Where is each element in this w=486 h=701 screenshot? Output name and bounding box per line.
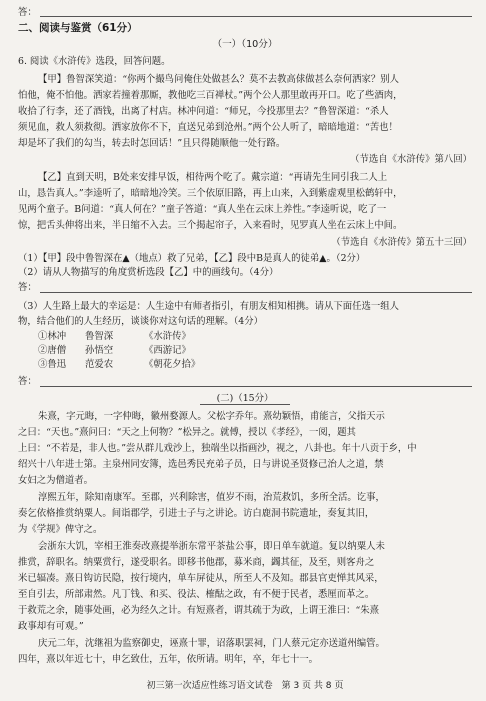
option-num: ②唐僧	[38, 345, 67, 356]
subsection-title-1: （一）（10分）	[212, 39, 278, 50]
passage-c-line: 推赏，辞职名。纳粟赏行，遂受职名。即移书他郡，募米商，蠲其征，及至，则客舟之	[18, 557, 375, 568]
question-6-1: （1）【甲】段中鲁智深在▲（地点）救了兄弟，【乙】段中B是真人的徒弟▲。（2分）	[18, 253, 366, 264]
answer-line-bottom	[40, 386, 472, 387]
passage-a-line: 【甲】鲁智深笑道：“你两个撮鸟问俺住处做甚么？莫不去教高俅做甚么奈何洒家？别人	[38, 74, 400, 85]
question-6-3-line: 物，结合他们的人生经历，谈谈你对这句话的理解。（4分）	[18, 316, 264, 327]
question-6-3-line: （3）人生路上最大的幸运是：人生途中有师者指引，有朋友相知相携。请从下面任选一组人	[18, 301, 399, 312]
option-1	[38, 330, 472, 343]
passage-b-line: 【乙】直到天明，B处来安排早饭，相待两个吃了。戴宗道：“再请先生同引我二人上	[38, 172, 388, 183]
option-2	[38, 344, 472, 357]
passage-a-line: 收拾了行李，还了酒钱，出离了村店。林冲问道：“师兄，今投那里去？”鲁智深道：“杀人	[18, 106, 389, 117]
option-book: 《朝花夕拾》	[143, 359, 201, 370]
option-book: 《西游记》	[143, 345, 191, 356]
question-6-2: （2）请从人物描写的角度赏析选段【乙】中的画线句。（4分）	[18, 267, 279, 278]
answer-label-top: 答：	[18, 7, 37, 18]
option-mentor: 孙悟空	[84, 345, 114, 356]
passage-c-line: 淳熙五年，除知南康军。至郡，兴利除害，值岁不雨，治荒救饥，多所全活。讫事，	[38, 492, 385, 503]
option-mentor: 鲁智深	[84, 331, 114, 342]
passage-c-line: 奏乞依格推赏纳粟人。间诣郡学，引进士子与之讲论。访白鹿洞书院遗址，奏复其旧，	[18, 508, 375, 519]
answer-label-bottom: 答：	[18, 376, 37, 387]
passage-a-line: 怕他，俺不怕他。洒家若撞着那厮，教他吃三百禅杖。”两个公人那里敢再开口。吃了些酒肉，	[18, 90, 403, 101]
passage-b-line: 山，恳告真人。”李逵听了，暗暗地冷笑。三个依原旧路，再上山来，入到紫虚观里松鹤轩中，	[18, 188, 403, 199]
passage-c-line: 于救荒之余，随事处画，必为经久之计。有短熹者，谓其疏于为政，上谓王淮曰：“朱熹	[18, 605, 380, 616]
passage-c-line: 四年，熹以年近七十，申乞致仕，五年，依所请。明年，卒，年七十一。	[18, 654, 319, 665]
passage-b-source: （节选自《水浒传》第五十三回）	[331, 237, 472, 248]
subsection-title-2-rule	[200, 404, 290, 405]
answer-label-mid: 答：	[18, 282, 37, 293]
passage-a-source: （节选自《水浒传》第八回）	[350, 154, 472, 165]
option-num: ①林冲	[38, 331, 67, 342]
subsection-title-2: (二)（15分）	[216, 393, 274, 404]
page-footer: 初三第一次适应性练习语文试卷 第 3 页 共 8 页	[146, 681, 344, 691]
passage-c-line: 米已辐凑。熹日钩访民隐，按行境内，单车屏徒从，所至人不及知。郡县官吏惮其风采，	[18, 573, 384, 584]
option-mentor: 范爱农	[84, 359, 114, 370]
answer-line-mid	[40, 292, 472, 293]
answer-line-top	[40, 16, 472, 17]
passage-c-line: 政事却有可观。”	[18, 621, 84, 632]
passage-c-line: 上曰：“不若是，非人也。”尝从群儿戏沙上，独端坐以指画沙，视之，八卦也。年十八贡于乡，中	[18, 443, 417, 454]
passage-c-line: 绍兴十八年进士第。主泉州同安簿，选邑秀民充弟子员，日与讲说圣贤修己治人之道，禁	[18, 459, 384, 470]
option-num: ③鲁迅	[38, 359, 67, 370]
section-title: 二、阅读与鉴赏（61分）	[18, 22, 138, 34]
passage-c-line: 朱熹，字元晦，一字仲晦，徽州婺源人。父松字乔年。熹幼颖悟，甫能言，父指天示	[38, 411, 385, 422]
passage-b-line: 见两个童子。B问道：“真人何在？”童子答道：“真人坐在云床上养性。”李逵听说，吃了一	[18, 204, 387, 215]
passage-c-line: 之曰：“天也。”熹问曰：“天之上何物？”松异之。就傅，授以《孝经》，一阅，题其	[18, 427, 356, 438]
passage-c-line: 庆元二年，沈继祖为监察御史，诬熹十罪，诏落职罢祠，门人蔡元定亦送道州编管。	[38, 638, 385, 649]
passage-c-line: 至自引去，所部肃然。凡丁钱、和买、役法、榷酤之政，有不便于民者，悉厘而革之。	[18, 589, 375, 600]
passage-c-line: 为《学规》俾守之。	[18, 524, 103, 535]
passage-c-line: 会浙东大饥，宰相王淮奏改熹提举浙东常平茶盐公事，即日单车就道。复以纳粟人未	[38, 541, 385, 552]
passage-c-line: 女妇之为僧道者。	[18, 475, 94, 486]
passage-a-line: 却是坏了我们的勾当，转去时怎回话！”且只得随顺他一处行路。	[18, 138, 286, 149]
option-3	[38, 358, 472, 371]
passage-a-line: 须见血，救人须救彻。洒家放你不下，直送兄弟到沧州。”两个公人听了，暗暗地道：“苦也！	[18, 122, 398, 133]
passage-b-line: 惊，把舌头伸将出来，半日缩不入去。三个揭起帘子，入来看时，见罗真人坐在云床上中间。	[18, 220, 403, 231]
question-6-intro: 6. 阅读《水浒传》选段，回答问题。	[18, 56, 171, 67]
option-book: 《水浒传》	[143, 331, 191, 342]
